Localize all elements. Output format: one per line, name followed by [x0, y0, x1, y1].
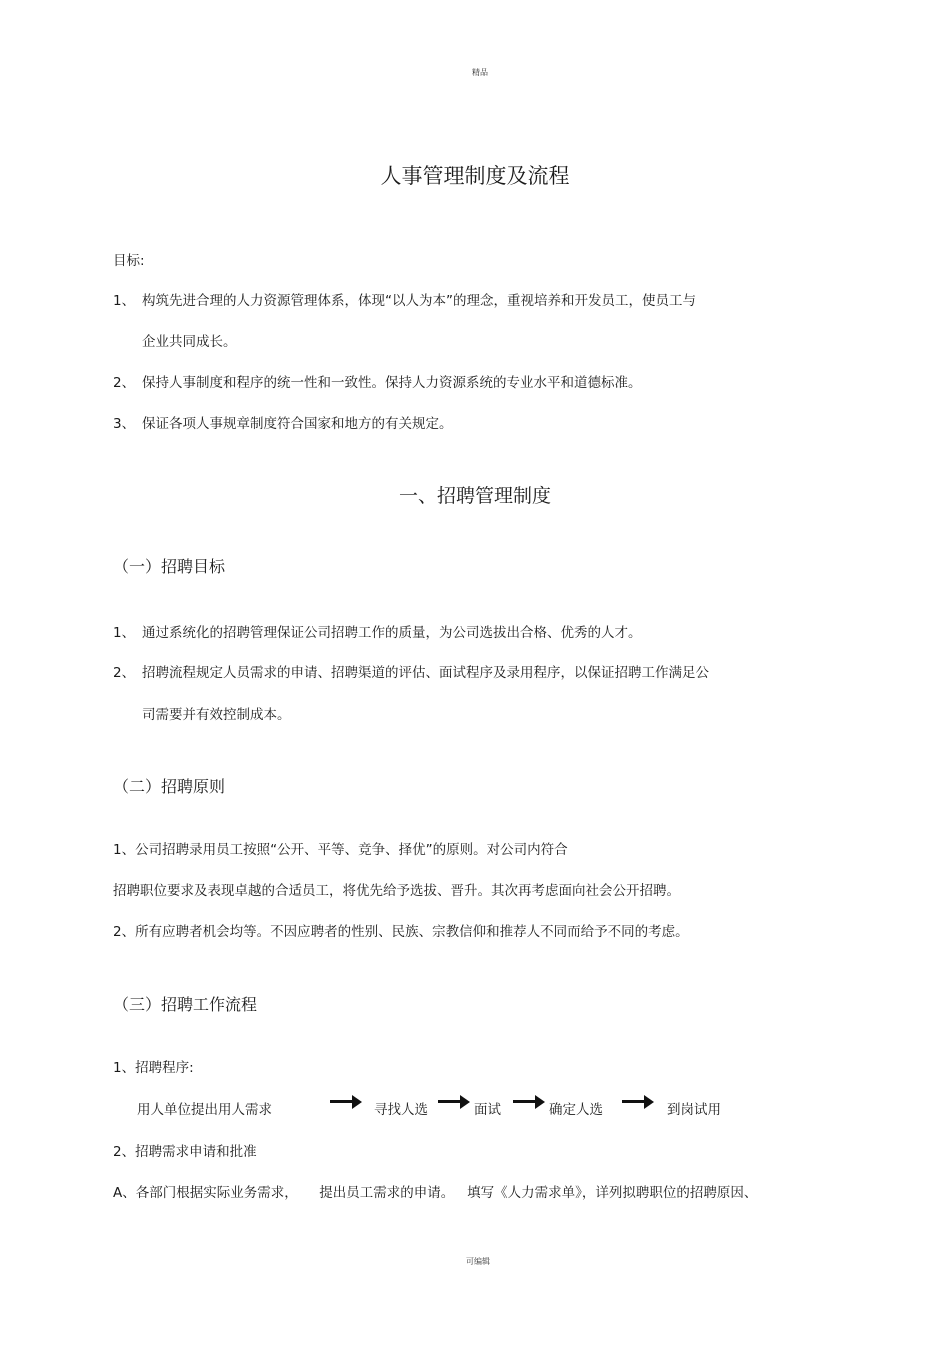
goal-text-continued: 企业共同成长。: [142, 334, 237, 350]
footer-mark: 可编辑: [466, 1257, 490, 1266]
arrow-right-icon: [438, 1095, 470, 1109]
flow-step: 寻找人选: [374, 1102, 428, 1118]
subsection-title: （一）招聘目标: [113, 557, 226, 576]
approval-line: A、各部门根据实际业务需求， 提出员工需求的申请。 填写《人力需求单》，详列拟聘职位的招聘原因、: [113, 1185, 758, 1201]
flow-step: 到岗试用: [667, 1102, 721, 1118]
list-number: 2、: [113, 665, 136, 681]
list-number: 1、: [113, 625, 136, 641]
list-text-continued: 司需要并有效控制成本。: [142, 707, 291, 723]
section-title: 一、招聘管理制度: [398, 485, 551, 507]
goals-label: 目标:: [113, 253, 145, 269]
header-mark: 精品: [472, 68, 488, 77]
arrow-right-icon: [330, 1095, 362, 1109]
goal-text: 保持人事制度和程序的统一性和一致性。保持人力资源系统的专业水平和道德标准。: [142, 375, 642, 391]
procedure-label: 1、招聘程序:: [113, 1060, 194, 1076]
goal-text: 构筑先进合理的人力资源管理体系，体现“以人为本”的理念，重视培养和开发员工，使员工与: [142, 293, 696, 309]
goal-text: 保证各项人事规章制度符合国家和地方的有关规定。: [142, 416, 453, 432]
paragraph-line: 1、公司招聘录用员工按照“公开、平等、竞争、择优”的原则。对公司内符合: [113, 842, 568, 858]
subsection-title: （三）招聘工作流程: [113, 995, 258, 1014]
goal-number: 3、: [113, 416, 136, 432]
flow-step: 用人单位提出用人需求: [137, 1102, 272, 1118]
goal-number: 2、: [113, 375, 136, 391]
flow-step: 面试: [474, 1102, 501, 1118]
arrow-right-icon: [513, 1095, 545, 1109]
paragraph-line: 招聘职位要求及表现卓越的合适员工，将优先给予选拔、晋升。其次再考虑面向社会公开招聘。: [113, 883, 680, 899]
arrow-right-icon: [622, 1095, 654, 1109]
approval-label: 2、招聘需求申请和批准: [113, 1144, 257, 1160]
list-text: 招聘流程规定人员需求的申请、招聘渠道的评估、面试程序及录用程序，以保证招聘工作满足公: [142, 665, 709, 681]
paragraph-line: 2、所有应聘者机会均等。不因应聘者的性别、民族、宗教信仰和推荐人不同而给予不同的考虑。: [113, 924, 689, 940]
subsection-title: （二）招聘原则: [113, 777, 226, 796]
flow-step: 确定人选: [549, 1102, 603, 1118]
list-text: 通过系统化的招聘管理保证公司招聘工作的质量，为公司选拔出合格、优秀的人才。: [142, 625, 642, 641]
document-title: 人事管理制度及流程: [380, 164, 570, 188]
goal-number: 1、: [113, 293, 136, 309]
